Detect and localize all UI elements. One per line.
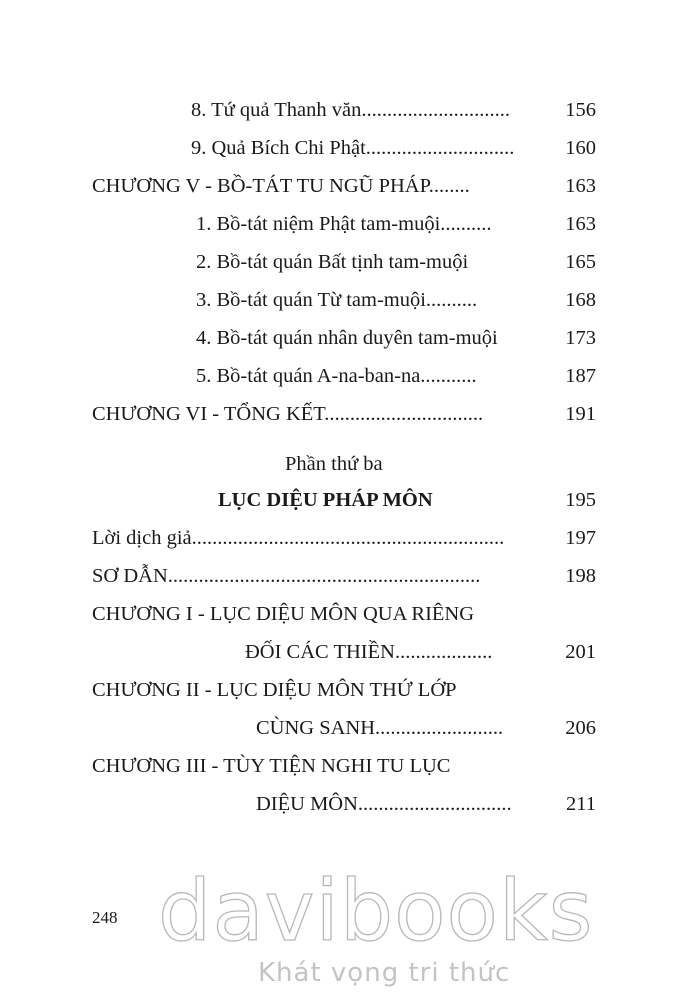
toc-entry-text: 4. Bồ-tát quán nhân duyên tam-muội <box>196 327 498 349</box>
toc-entry-page: 173 <box>565 327 596 349</box>
toc-entry-text: SƠ DẪN............................................................. <box>92 565 481 587</box>
toc-chapter-title-cont: ĐỐI CÁC THIỀN................... <box>245 641 493 663</box>
toc-chapter-title: CHƯƠNG V - BỒ-TÁT TU NGŨ PHÁP........ <box>92 175 470 197</box>
toc-entry-page: 165 <box>565 251 596 273</box>
toc-chapter-title: CHƯƠNG I - LỤC DIỆU MÔN QUA RIÊNG <box>92 603 475 625</box>
toc-entry-page: 201 <box>565 641 596 663</box>
toc-entry-page: 198 <box>565 565 596 587</box>
toc-chapter-title-cont: DIỆU MÔN.............................. <box>256 793 512 815</box>
toc-entry-page: 195 <box>565 489 596 511</box>
toc-entry-text: 8. Tứ quả Thanh văn............................. <box>191 99 510 121</box>
toc-chapter-title: CHƯƠNG VI - TỔNG KẾT............................... <box>92 403 484 425</box>
part-heading: Phần thứ ba <box>285 453 383 475</box>
toc-chapter-title: CHƯƠNG III - TÙY TIỆN NGHI TU LỤC <box>92 755 451 777</box>
toc-entry-page: 156 <box>565 99 596 121</box>
toc-entry-text: Lời dịch giả............................................................. <box>92 527 505 549</box>
toc-entry-page: 163 <box>565 175 596 197</box>
toc-entry-text: 1. Bồ-tát niệm Phật tam-muội.......... <box>196 213 492 235</box>
page-number: 248 <box>92 908 118 927</box>
toc-entry-page: 160 <box>565 137 596 159</box>
toc-entry-text: 5. Bồ-tát quán A-na-ban-na........... <box>196 365 477 387</box>
watermark-logo: davibooks <box>158 862 594 960</box>
toc-chapter-title: CHƯƠNG II - LỤC DIỆU MÔN THỨ LỚP <box>92 679 457 701</box>
toc-entry-text: 2. Bồ-tát quán Bất tịnh tam-muội <box>196 251 469 273</box>
toc-entry-text: 9. Quả Bích Chi Phật............................. <box>191 137 515 159</box>
toc-chapter-title-cont: CÙNG SANH......................... <box>256 717 504 739</box>
watermark-tagline: Khát vọng tri thức <box>258 958 511 988</box>
part-title: LỤC DIỆU PHÁP MÔN <box>218 489 433 511</box>
toc-entry-page: 211 <box>566 793 596 815</box>
toc-entry-page: 206 <box>565 717 596 739</box>
toc-entry-text: 3. Bồ-tát quán Từ tam-muội.......... <box>196 289 478 311</box>
toc-entry-page: 187 <box>565 365 596 387</box>
toc-entry-page: 191 <box>565 403 596 425</box>
toc-entry-page: 168 <box>565 289 596 311</box>
toc-entry-page: 197 <box>565 527 596 549</box>
toc-entry-page: 163 <box>565 213 596 235</box>
